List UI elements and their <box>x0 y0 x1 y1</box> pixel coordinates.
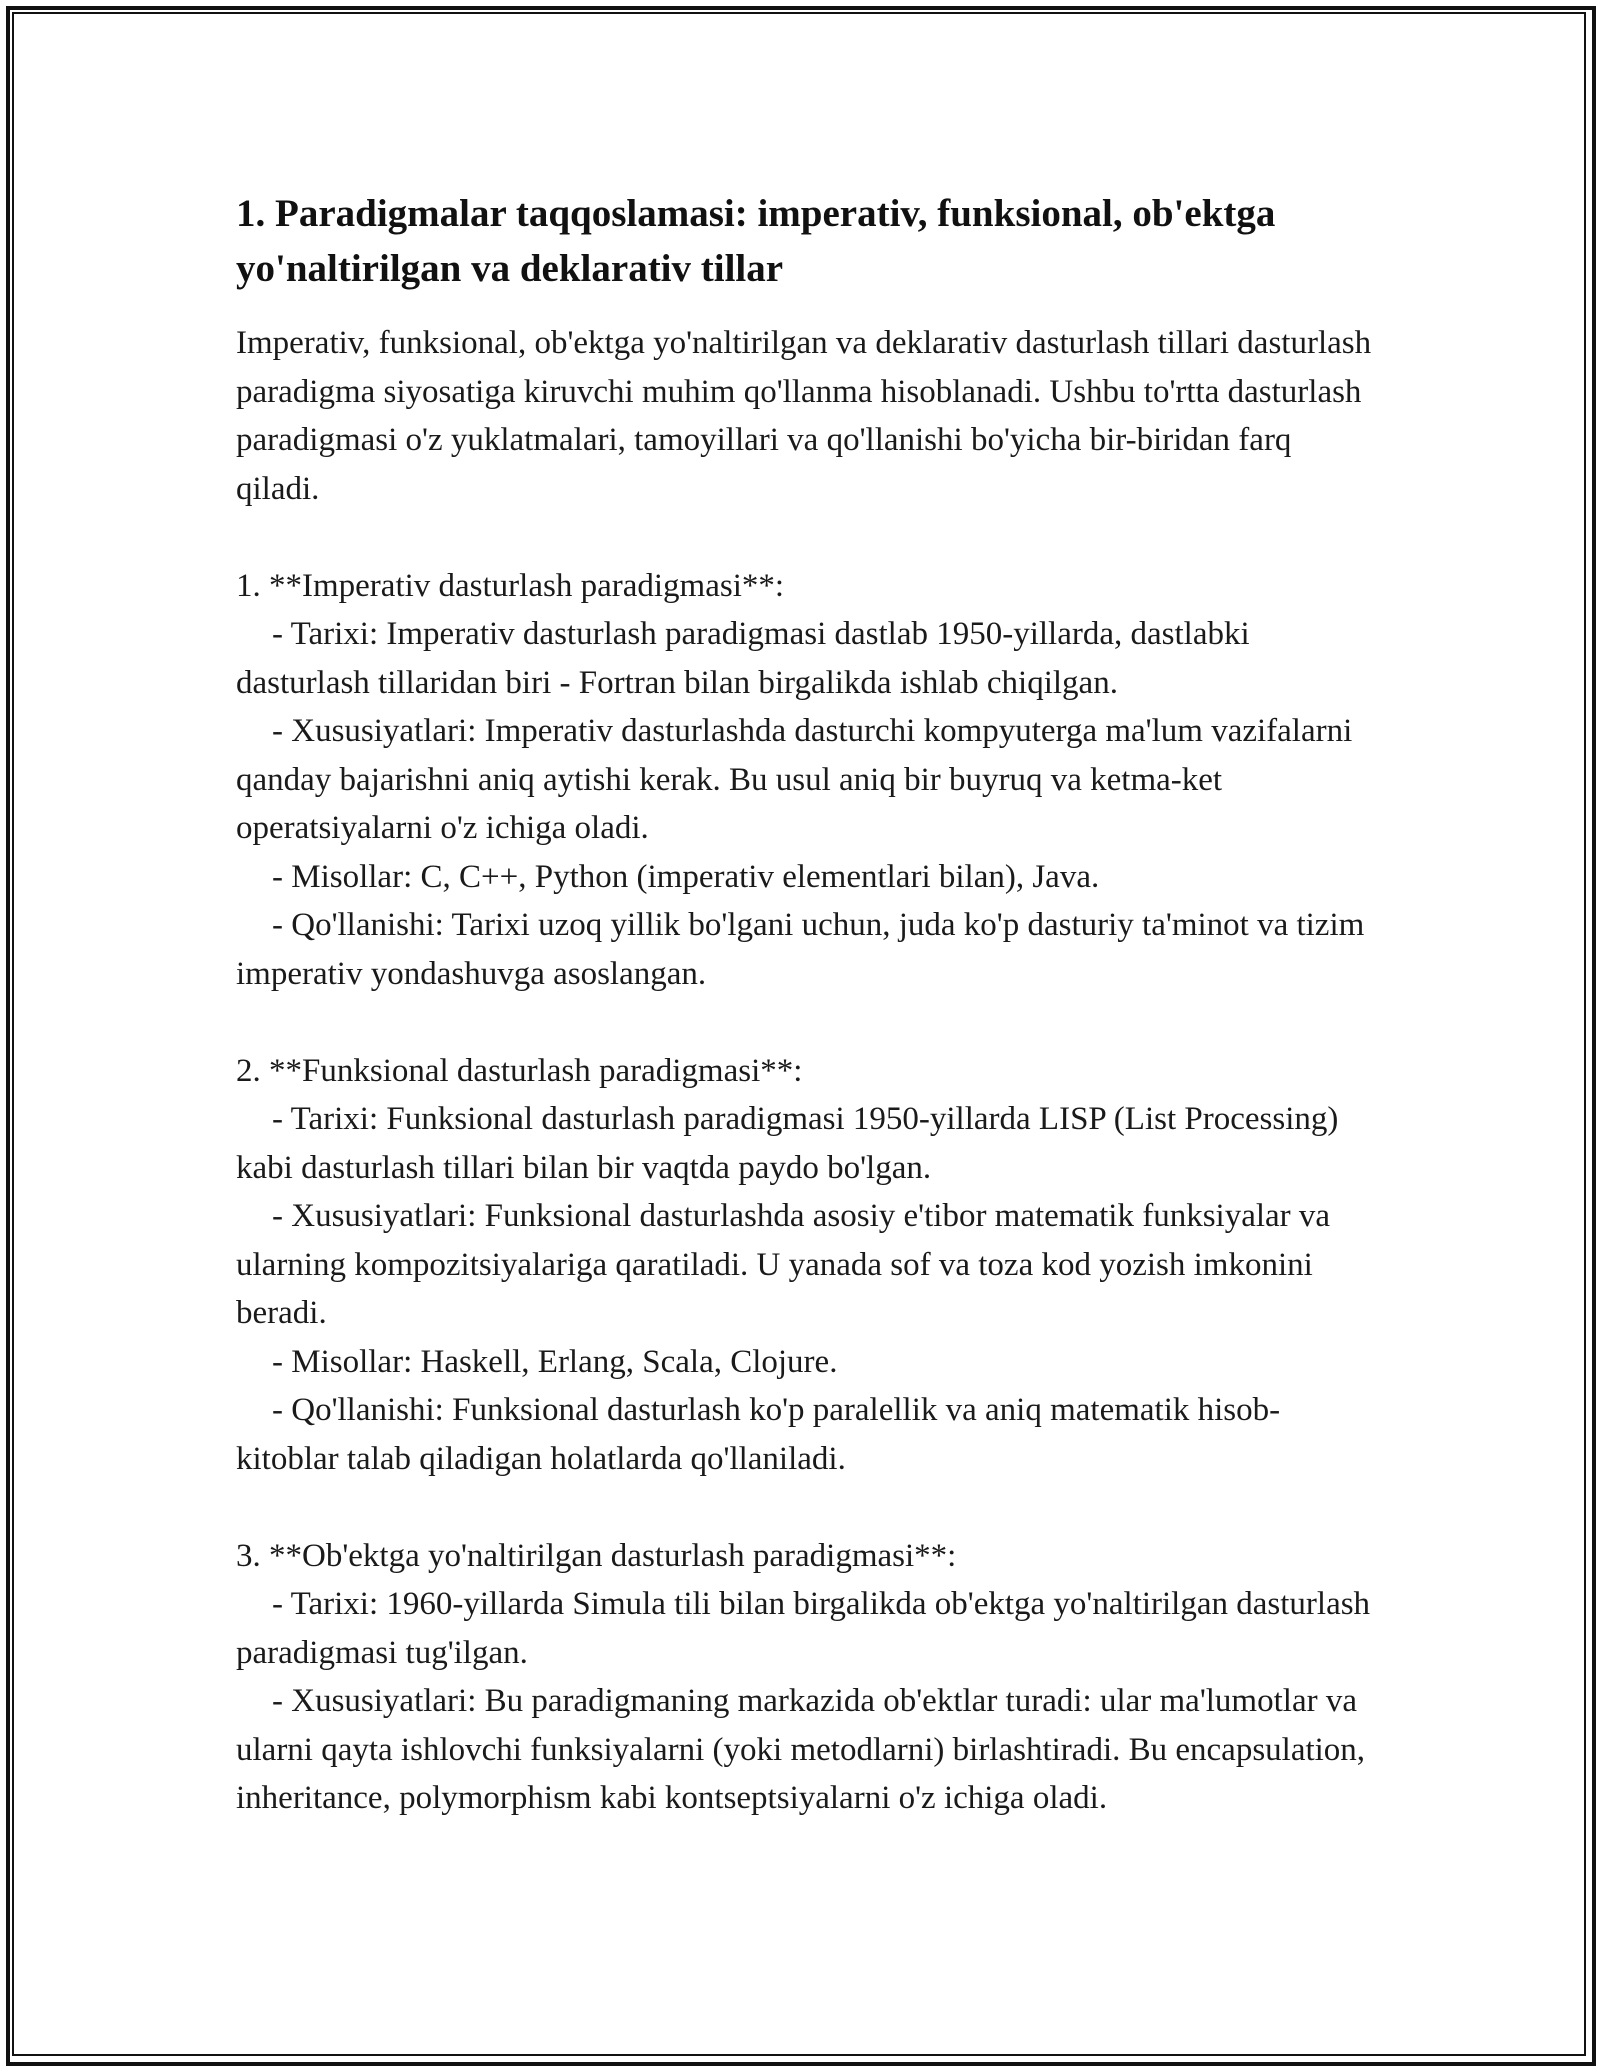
document-title: 1. Paradigmalar taqqoslamasi: imperativ, funksional, ob'ektga yo'naltirilgan va deklarativ tillar <box>236 192 1276 290</box>
section-functional <box>236 1047 1376 1484</box>
section-object-oriented <box>236 1532 1376 1823</box>
section-heading: 3. **Ob'ektga yo'naltirilgan dasturlash paradigmasi**: <box>236 1537 957 1574</box>
list-item: - Tarixi: Imperativ dasturlash paradigmasi dastlab 1950-yillarda, dastlabki dasturlash tillaridan biri - Fortran bilan birgalikda ishlab chiqilgan. <box>236 616 1250 701</box>
list-item: - Tarixi: Funksional dasturlash paradigmasi 1950-yillarda LISP (List Processing) kabi dasturlash tillari bilan bir vaqtda paydo bo'lgan. <box>236 1101 1339 1186</box>
list-item: - Misollar: Haskell, Erlang, Scala, Clojure. <box>272 1343 838 1380</box>
section-imperative <box>236 562 1376 999</box>
section-heading: 2. **Funksional dasturlash paradigmasi**: <box>236 1052 803 1089</box>
list-item: - Xususiyatlari: Bu paradigmaning markazida ob'ektlar turadi: ular ma'lumotlar va ularni qayta ishlovchi funksiyalarni (yoki metodlarni) birlashtiradi. Bu encapsulation, inheritance, polymorphism kabi kontseptsiyalarni o'z ichiga oladi. <box>236 1683 1366 1816</box>
intro-paragraph: Imperativ, funksional, ob'ektga yo'naltirilgan va deklarativ dasturlash tillari dasturlash paradigma siyosatiga kiruvchi muhim qo'llanma hisoblanadi. Ushbu to'rtta dasturlash paradigmasi o'z yuklatmalari, tamoyillari va qo'llanishi bo'yicha bir-biridan farq qiladi. <box>236 325 1372 507</box>
list-item: - Qo'llanishi: Funksional dasturlash ko'p paralellik va aniq matematik hisob-kitoblar talab qiladigan holatlarda qo'llaniladi. <box>236 1392 1281 1477</box>
section-heading: 1. **Imperativ dasturlash paradigmasi**: <box>236 567 785 604</box>
list-item: - Xususiyatlari: Funksional dasturlashda asosiy e'tibor matematik funksiyalar va ularning kompozitsiyalariga qaratiladi. U yanada sof va toza kod yozish imkonini beradi. <box>236 1198 1331 1331</box>
list-item: - Qo'llanishi: Tarixi uzoq yillik bo'lgani uchun, juda ko'p dasturiy ta'minot va tizim imperativ yondashuvga asoslangan. <box>236 907 1365 992</box>
list-item: - Tarixi: 1960-yillarda Simula tili bilan birgalikda ob'ektga yo'naltirilgan dasturlash paradigmasi tug'ilgan. <box>236 1586 1371 1671</box>
list-item: - Xususiyatlari: Imperativ dasturlashda dasturchi kompyuterga ma'lum vazifalarni qanday bajarishni aniq aytishi kerak. Bu usul aniq bir buyruq va ketma-ket operatsiyalarni o'z ichiga oladi. <box>236 713 1353 846</box>
document-body <box>236 186 1376 1871</box>
list-item: - Misollar: C, C++, Python (imperativ elementlari bilan), Java. <box>272 858 1100 895</box>
